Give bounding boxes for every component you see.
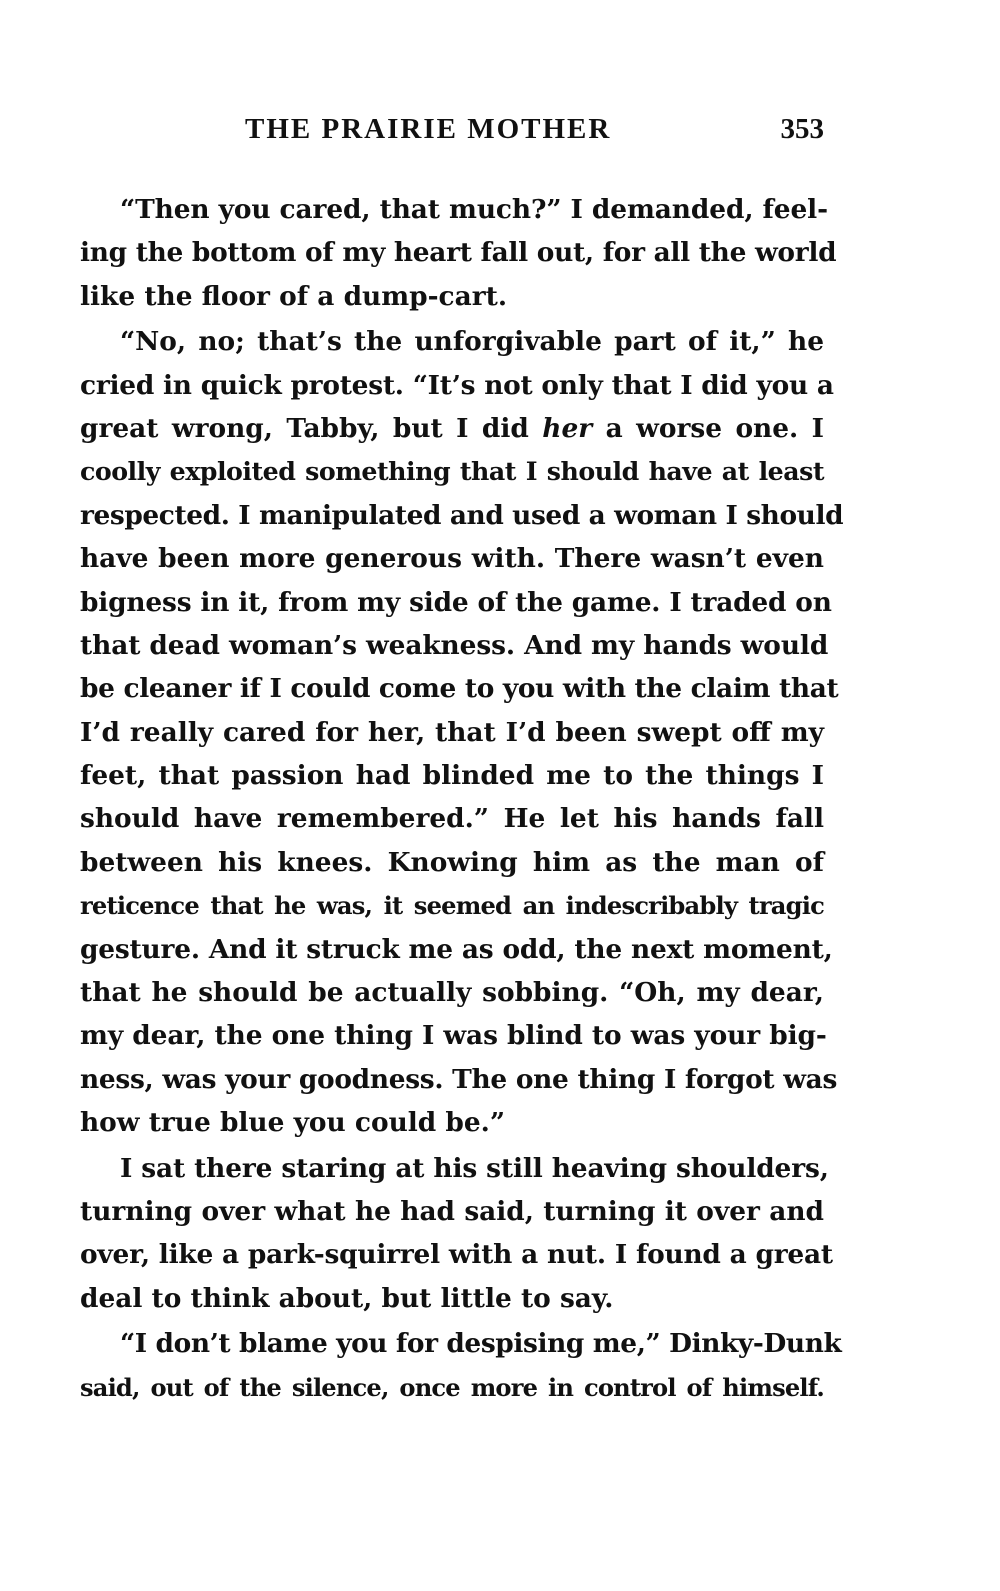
text-line: “Then you cared, that much?” I demanded, feel- (120, 194, 828, 225)
text-line: that dead woman’s weakness. And my hands would (80, 629, 829, 661)
text-line: respected. I manipulated and used a woman I should (80, 499, 844, 531)
text-line: I sat there staring at his still heaving shoulders, (120, 1152, 829, 1184)
text-line: that he should be actually sobbing. “Oh, my dear, (80, 977, 824, 1009)
text-line: coolly exploited something that I should have at least (80, 456, 824, 487)
text-line (80, 407, 824, 450)
text-line: feet, that passion had blinded me to the things I (80, 760, 824, 792)
text-line: turning over what he had said, turning it over and (80, 1195, 824, 1227)
text-line: how true blue you could be.” (80, 1107, 506, 1139)
text-line: ing the bottom of my heart fall out, for all the world (80, 237, 837, 269)
text-line: said, out of the silence, once more in control of himself. (80, 1372, 824, 1402)
body-text (80, 188, 844, 1411)
text-line-segment: great wrong, Tabby, but I did (80, 412, 543, 444)
text-line: ness, was your goodness. The one thing I forgot was (80, 1063, 838, 1095)
text-line: over, like a park-squirrel with a nut. I found a great (80, 1239, 833, 1271)
paragraph (80, 320, 844, 1144)
paragraph (80, 188, 837, 318)
running-title: THE PRAIRIE MOTHER (245, 113, 612, 145)
text-line: reticence that he was, it seemed an indescribably tragic (80, 891, 824, 921)
text-line: “I don’t blame you for despising me,” Dinky-Dunk (120, 1328, 842, 1360)
text-line: bigness in it, from my side of the game. I traded on (80, 586, 832, 618)
text-line-segment: a worse one. I (592, 412, 824, 444)
text-line: my dear, the one thing I was blind to was your big- (80, 1020, 827, 1052)
text-line: have been more generous with. There wasn’t even (80, 543, 824, 575)
emphasized-word: her (542, 412, 593, 444)
text-line: I’d really cared for her, that I’d been swept off my (80, 716, 824, 748)
text-line: should have remembered.” He let his hands fall (80, 803, 824, 835)
text-line: deal to think about, but little to say. (80, 1282, 614, 1314)
text-line: gesture. And it struck me as odd, the next moment, (80, 933, 833, 965)
text-line: be cleaner if I could come to you with the claim that (80, 673, 839, 705)
text-line: like the floor of a dump-cart. (80, 280, 508, 312)
text-line: “No, no; that’s the unforgivable part of it,” he (120, 326, 824, 358)
page-number: 353 (780, 113, 824, 145)
paragraph (80, 1147, 833, 1321)
text-line: cried in quick protest. “It’s not only that I did you a (80, 369, 834, 401)
paragraph (80, 1322, 842, 1409)
running-head (80, 104, 824, 154)
text-line: between his knees. Knowing him as the man of (80, 846, 824, 878)
